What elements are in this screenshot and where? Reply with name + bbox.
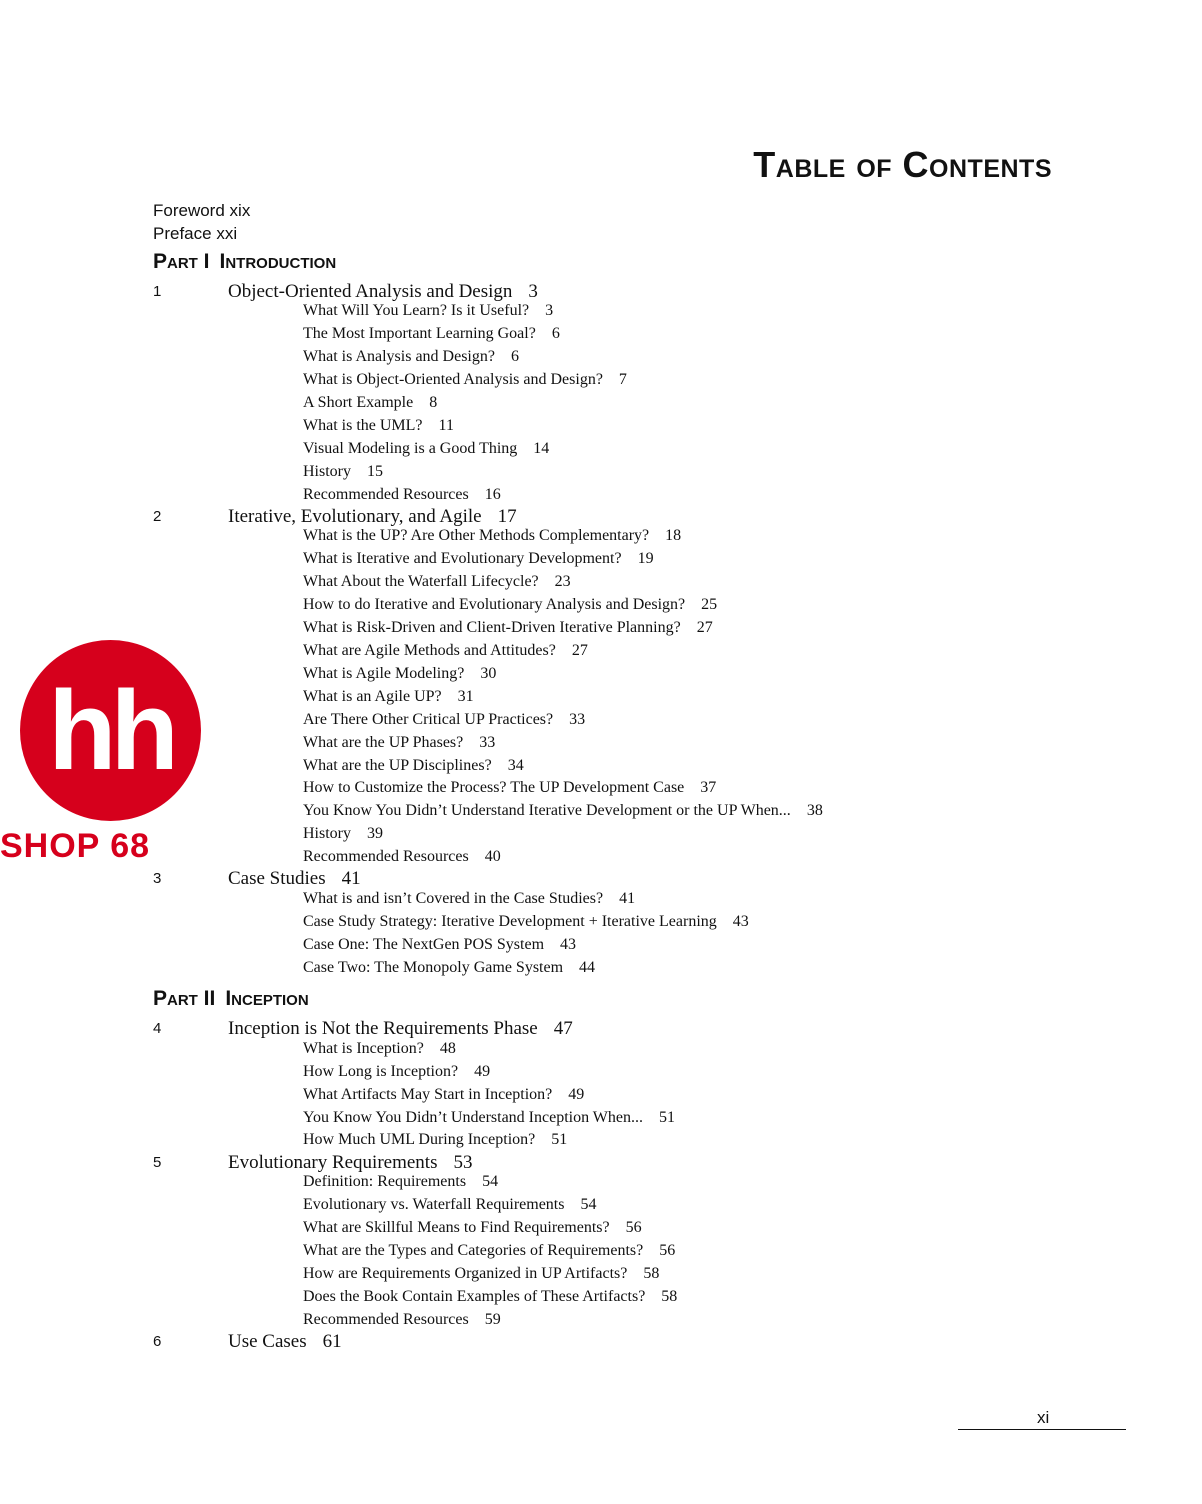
toc-section: Recommended Resources 59 [303,1311,501,1328]
chapter-title: Evolutionary Requirements 53 [228,1152,473,1173]
toc-section: What is Risk-Driven and Client-Driven Iterative Planning? 27 [303,619,713,636]
chapter-number: 1 [153,283,162,300]
toc-section: What is Iterative and Evolutionary Development? 19 [303,550,654,567]
toc-section: Definition: Requirements 54 [303,1173,499,1190]
toc-section: What is Agile Modeling? 30 [303,665,497,682]
chapter-page: 3 [528,281,538,302]
entry-label: Foreword [153,201,225,220]
chapter-page: 53 [453,1152,473,1173]
shop-watermark: SHOP 68 [0,827,151,865]
hh-logo: hh [20,640,201,821]
toc-section: History 15 [303,463,383,480]
chapter-title: Inception is Not the Requirements Phase 47 [228,1018,573,1039]
toc-section: History 39 [303,825,383,842]
part-label: Part II [153,987,216,1010]
page-number: xi [1037,1408,1050,1427]
toc-section: What is and isn’t Covered in the Case Studies? 41 [303,890,636,907]
toc-section: What are Skillful Means to Find Requirements? 56 [303,1219,642,1236]
toc-section: What Will You Learn? Is it Useful? 3 [303,302,554,319]
toc-section: What Artifacts May Start in Inception? 49 [303,1086,585,1103]
toc-section: Recommended Resources 40 [303,848,501,865]
toc-section: Case Study Strategy: Iterative Development + Iterative Learning 43 [303,913,749,930]
toc-section: What are Agile Methods and Attitudes? 27 [303,642,588,659]
page-title: Table of Contents [753,144,1052,185]
toc-section: Are There Other Critical UP Practices? 33 [303,711,586,728]
chapter-number: 3 [153,870,162,887]
part-heading-2 [153,987,309,1011]
toc-section: How Long is Inception? 49 [303,1063,491,1080]
toc-entry-foreword [153,201,250,221]
chapter-page: 61 [322,1331,342,1352]
entry-page: xxi [216,224,238,243]
toc-section: The Most Important Learning Goal? 6 [303,325,560,342]
toc-section: Visual Modeling is a Good Thing 14 [303,440,550,457]
part-name: Introduction [219,250,337,273]
part-label: Part I [153,250,210,273]
page-footer [958,1408,1126,1430]
toc-section: Evolutionary vs. Waterfall Requirements 54 [303,1196,597,1213]
toc-entry-preface [153,224,237,244]
part-name: Inception [225,987,309,1010]
chapter-page: 47 [553,1018,573,1039]
toc-section: What is Inception? 48 [303,1040,456,1057]
chapter-number: 5 [153,1154,162,1171]
toc-section: Case One: The NextGen POS System 43 [303,936,577,953]
toc-section: What is the UP? Are Other Methods Complementary? 18 [303,527,682,544]
chapter-title: Object-Oriented Analysis and Design 3 [228,281,538,302]
chapter-number: 4 [153,1020,162,1037]
entry-label: Preface [153,224,212,243]
toc-section: What is the UML? 11 [303,417,454,434]
toc-section: What is an Agile UP? 31 [303,688,474,705]
toc-section: What are the UP Disciplines? 34 [303,757,524,774]
toc-section: How Much UML During Inception? 51 [303,1131,568,1148]
chapter-number: 2 [153,508,162,525]
chapter-page: 41 [341,868,361,889]
chapter-page: 17 [497,506,517,527]
chapter-title: Iterative, Evolutionary, and Agile 17 [228,506,517,527]
toc-section: Case Two: The Monopoly Game System 44 [303,959,596,976]
toc-section: You Know You Didn’t Understand Inception When... 51 [303,1109,675,1126]
toc-section: How to Customize the Process? The UP Development Case 37 [303,779,717,796]
toc-section: What is Object-Oriented Analysis and Design? 7 [303,371,627,388]
toc-section: How are Requirements Organized in UP Artifacts? 58 [303,1265,660,1282]
toc-section: Does the Book Contain Examples of These Artifacts? 58 [303,1288,678,1305]
toc-section: A Short Example 8 [303,394,438,411]
toc-section: Recommended Resources 16 [303,486,501,503]
toc-section: What About the Waterfall Lifecycle? 23 [303,573,571,590]
toc-section: You Know You Didn’t Understand Iterative Development or the UP When... 38 [303,802,823,819]
chapter-number: 6 [153,1333,162,1350]
toc-section: How to do Iterative and Evolutionary Analysis and Design? 25 [303,596,718,613]
part-heading-1 [153,250,336,274]
toc-section: What are the UP Phases? 33 [303,734,496,751]
toc-section: What are the Types and Categories of Requirements? 56 [303,1242,676,1259]
entry-page: xix [229,201,251,220]
chapter-title: Use Cases 61 [228,1331,342,1352]
toc-section: What is Analysis and Design? 6 [303,348,519,365]
chapter-title: Case Studies 41 [228,868,361,889]
